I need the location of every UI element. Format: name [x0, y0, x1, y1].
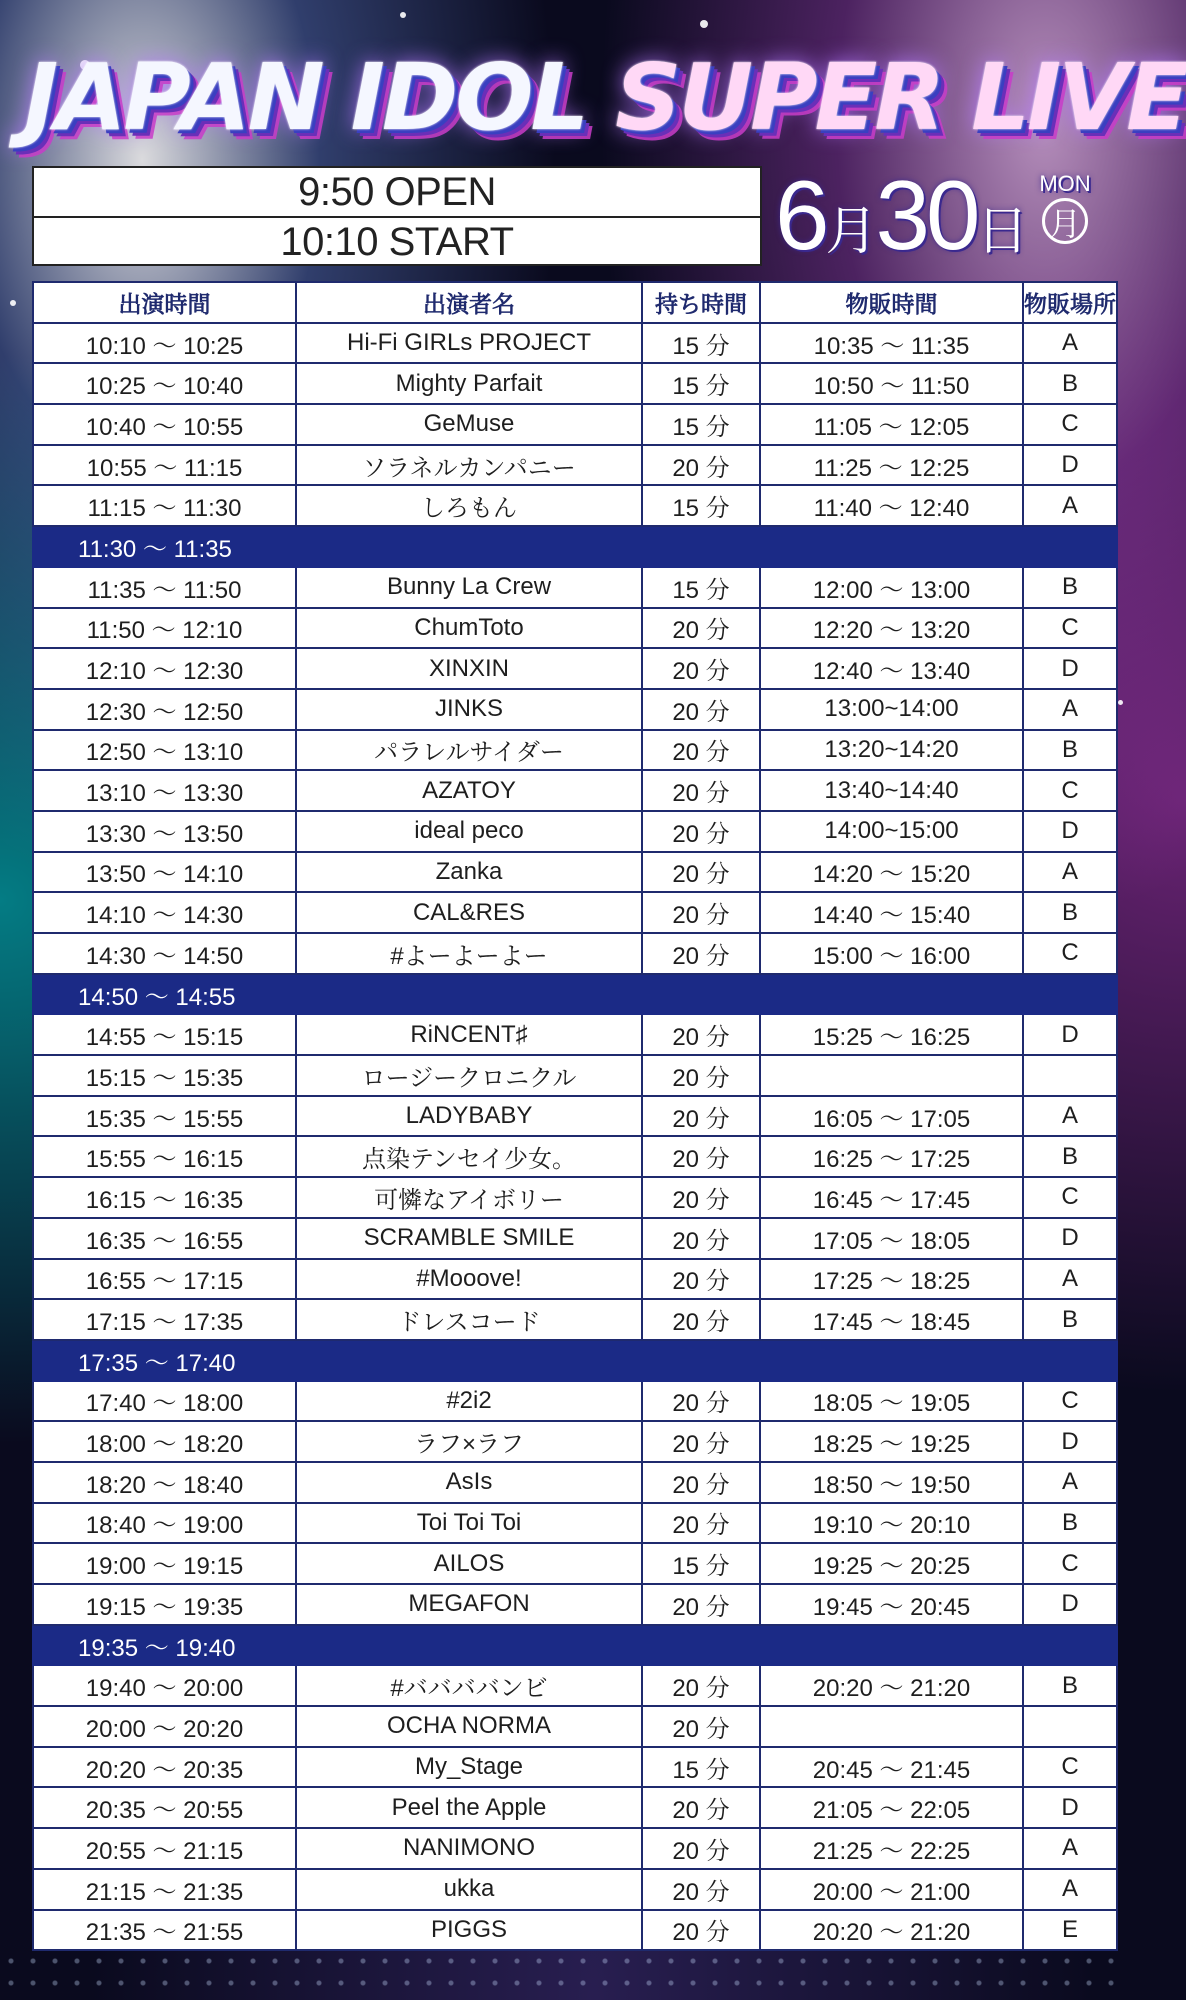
event-title-part2: SUPER LIVE: [615, 44, 1186, 151]
performance-time: 13:30 ～ 13:50: [33, 811, 296, 852]
merch-place: B: [1023, 1136, 1117, 1177]
merch-place: [1023, 1055, 1117, 1096]
merch-time: 11:25 ～ 12:25: [760, 445, 1023, 486]
date-day-unit: 日: [976, 203, 1027, 261]
merch-time: 14:40 ～ 15:40: [760, 892, 1023, 933]
merch-time: 16:45 ～ 17:45: [760, 1177, 1023, 1218]
merch-place: D: [1023, 1014, 1117, 1055]
performance-time: 15:55 ～ 16:15: [33, 1136, 296, 1177]
performance-time: 11:35 ～ 11:50: [33, 567, 296, 608]
performance-time: 13:50 ～ 14:10: [33, 852, 296, 893]
date-month: 6: [775, 160, 826, 270]
duration: 15 分: [642, 567, 760, 608]
merch-place: A: [1023, 852, 1117, 893]
performance-time: 10:25 ～ 10:40: [33, 363, 296, 404]
break-time: 14:50 ～ 14:55: [33, 974, 1117, 1015]
performer-name: #よーよーよー: [296, 933, 642, 974]
column-header: 出演時間: [33, 282, 296, 323]
performer-name: Zanka: [296, 852, 642, 893]
merch-place: [1023, 1706, 1117, 1747]
performance-time: 12:10 ～ 12:30: [33, 648, 296, 689]
merch-place: C: [1023, 1177, 1117, 1218]
performance-time: 16:15 ～ 16:35: [33, 1177, 296, 1218]
timetable-body: [33, 323, 1117, 1951]
merch-time: [760, 1055, 1023, 1096]
break-time: 19:35 ～ 19:40: [33, 1625, 1117, 1666]
merch-time: 19:45 ～ 20:45: [760, 1584, 1023, 1625]
table-row: [33, 1299, 1117, 1340]
table-row: [33, 1706, 1117, 1747]
sparkle-decoration: [10, 300, 16, 306]
performer-name: ChumToto: [296, 608, 642, 649]
performer-name: LADYBABY: [296, 1096, 642, 1137]
merch-time: 12:20 ～ 13:20: [760, 608, 1023, 649]
merch-time: 13:00~14:00: [760, 689, 1023, 730]
duration: 20 分: [642, 770, 760, 811]
duration: 15 分: [642, 323, 760, 364]
merch-place: D: [1023, 1421, 1117, 1462]
table-row: [33, 1665, 1117, 1706]
performer-name: AZATOY: [296, 770, 642, 811]
table-row: [33, 1584, 1117, 1625]
performance-time: 10:40 ～ 10:55: [33, 404, 296, 445]
open-time: 9:50 OPEN: [34, 168, 760, 218]
table-row: [33, 933, 1117, 974]
duration: 15 分: [642, 363, 760, 404]
duration: 20 分: [642, 811, 760, 852]
merch-time: 16:25 ～ 17:25: [760, 1136, 1023, 1177]
merch-time: 17:05 ～ 18:05: [760, 1218, 1023, 1259]
merch-place: B: [1023, 567, 1117, 608]
open-start-box: [32, 166, 762, 266]
performance-time: 18:20 ～ 18:40: [33, 1462, 296, 1503]
merch-time: 15:00 ～ 16:00: [760, 933, 1023, 974]
table-row: [33, 1910, 1117, 1951]
performer-name: My_Stage: [296, 1747, 642, 1788]
merch-time: 17:25 ～ 18:25: [760, 1259, 1023, 1300]
column-header: 出演者名: [296, 282, 642, 323]
duration: 20 分: [642, 1665, 760, 1706]
table-row: [33, 1096, 1117, 1137]
performance-time: 20:55 ～ 21:15: [33, 1828, 296, 1869]
performance-time: 18:40 ～ 19:00: [33, 1503, 296, 1544]
event-date: [775, 160, 1115, 275]
performance-time: 15:15 ～ 15:35: [33, 1055, 296, 1096]
performance-time: 20:20 ～ 20:35: [33, 1747, 296, 1788]
performer-name: 点染テンセイ少女。: [296, 1136, 642, 1177]
performer-name: GeMuse: [296, 404, 642, 445]
merch-time: 17:45 ～ 18:45: [760, 1299, 1023, 1340]
performer-name: ukka: [296, 1869, 642, 1910]
break-row: [33, 1625, 1117, 1666]
merch-place: D: [1023, 1787, 1117, 1828]
performance-time: 11:15 ～ 11:30: [33, 485, 296, 526]
merch-place: D: [1023, 811, 1117, 852]
performer-name: ドレスコード: [296, 1299, 642, 1340]
merch-time: 18:25 ～ 19:25: [760, 1421, 1023, 1462]
table-row: [33, 1136, 1117, 1177]
table-row: [33, 445, 1117, 486]
performance-time: 14:10 ～ 14:30: [33, 892, 296, 933]
merch-time: 20:45 ～ 21:45: [760, 1747, 1023, 1788]
table-row: [33, 1503, 1117, 1544]
merch-time: 14:00~15:00: [760, 811, 1023, 852]
merch-time: 15:25 ～ 16:25: [760, 1014, 1023, 1055]
performer-name: JINKS: [296, 689, 642, 730]
sparkle-decoration: [400, 12, 406, 18]
table-row: [33, 1055, 1117, 1096]
performer-name: RiNCENT♯: [296, 1014, 642, 1055]
merch-place: A: [1023, 323, 1117, 364]
table-row: [33, 485, 1117, 526]
duration: 15 分: [642, 1543, 760, 1584]
merch-place: B: [1023, 1665, 1117, 1706]
performance-time: 12:30 ～ 12:50: [33, 689, 296, 730]
performer-name: Toi Toi Toi: [296, 1503, 642, 1544]
merch-place: D: [1023, 445, 1117, 486]
table-row: [33, 1177, 1117, 1218]
performer-name: Peel the Apple: [296, 1787, 642, 1828]
column-header: 物販場所: [1023, 282, 1117, 323]
event-title: [24, 28, 1186, 168]
merch-time: 21:05 ～ 22:05: [760, 1787, 1023, 1828]
table-row: [33, 811, 1117, 852]
merch-place: A: [1023, 1869, 1117, 1910]
merch-time: 11:40 ～ 12:40: [760, 485, 1023, 526]
merch-time: 20:20 ～ 21:20: [760, 1910, 1023, 1951]
performance-time: 17:40 ～ 18:00: [33, 1381, 296, 1422]
merch-time: 12:00 ～ 13:00: [760, 567, 1023, 608]
table-row: [33, 1543, 1117, 1584]
merch-time: 10:50 ～ 11:50: [760, 363, 1023, 404]
performance-time: 10:55 ～ 11:15: [33, 445, 296, 486]
bottom-decoration: [0, 1950, 1125, 2000]
duration: 20 分: [642, 648, 760, 689]
performer-name: MEGAFON: [296, 1584, 642, 1625]
duration: 20 分: [642, 689, 760, 730]
merch-place: A: [1023, 1259, 1117, 1300]
merch-place: C: [1023, 770, 1117, 811]
table-row: [33, 689, 1117, 730]
duration: 20 分: [642, 730, 760, 771]
sparkle-decoration: [700, 20, 708, 28]
performance-time: 14:30 ～ 14:50: [33, 933, 296, 974]
performance-time: 17:15 ～ 17:35: [33, 1299, 296, 1340]
table-row: [33, 1869, 1117, 1910]
duration: 20 分: [642, 1503, 760, 1544]
performer-name: PIGGS: [296, 1910, 642, 1951]
merch-place: D: [1023, 1584, 1117, 1625]
break-time: 17:35 ～ 17:40: [33, 1340, 1117, 1381]
merch-place: B: [1023, 363, 1117, 404]
merch-place: A: [1023, 1462, 1117, 1503]
duration: 20 分: [642, 1218, 760, 1259]
performance-time: 16:55 ～ 17:15: [33, 1259, 296, 1300]
table-row: [33, 1014, 1117, 1055]
merch-place: C: [1023, 404, 1117, 445]
timetable: [32, 281, 1118, 1951]
performance-time: 19:00 ～ 19:15: [33, 1543, 296, 1584]
table-row: [33, 404, 1117, 445]
performer-name: パラレルサイダー: [296, 730, 642, 771]
event-title-part1: JAPAN IDOL: [24, 44, 616, 151]
performance-time: 19:15 ～ 19:35: [33, 1584, 296, 1625]
merch-time: 18:05 ～ 19:05: [760, 1381, 1023, 1422]
merch-time: 14:20 ～ 15:20: [760, 852, 1023, 893]
merch-place: B: [1023, 892, 1117, 933]
table-row: [33, 1259, 1117, 1300]
merch-place: C: [1023, 1381, 1117, 1422]
merch-place: D: [1023, 648, 1117, 689]
table-row: [33, 323, 1117, 364]
performer-name: NANIMONO: [296, 1828, 642, 1869]
performer-name: #2i2: [296, 1381, 642, 1422]
merch-place: A: [1023, 1828, 1117, 1869]
merch-place: C: [1023, 933, 1117, 974]
performance-time: 19:40 ～ 20:00: [33, 1665, 296, 1706]
break-row: [33, 974, 1117, 1015]
merch-place: A: [1023, 689, 1117, 730]
merch-place: D: [1023, 1218, 1117, 1259]
merch-time: 21:25 ～ 22:25: [760, 1828, 1023, 1869]
duration: 20 分: [642, 933, 760, 974]
merch-place: C: [1023, 1747, 1117, 1788]
table-row: [33, 892, 1117, 933]
performance-time: 20:35 ～ 20:55: [33, 1787, 296, 1828]
merch-place: B: [1023, 1503, 1117, 1544]
duration: 20 分: [642, 445, 760, 486]
duration: 20 分: [642, 1828, 760, 1869]
performance-time: 20:00 ～ 20:20: [33, 1706, 296, 1747]
duration: 20 分: [642, 1259, 760, 1300]
performer-name: Hi-Fi GIRLs PROJECT: [296, 323, 642, 364]
performer-name: AsIs: [296, 1462, 642, 1503]
performer-name: しろもん: [296, 485, 642, 526]
duration: 20 分: [642, 1421, 760, 1462]
merch-place: C: [1023, 1543, 1117, 1584]
performer-name: #Mooove!: [296, 1259, 642, 1300]
table-row: [33, 648, 1117, 689]
performer-name: OCHA NORMA: [296, 1706, 642, 1747]
performer-name: AILOS: [296, 1543, 642, 1584]
duration: 20 分: [642, 1177, 760, 1218]
duration: 20 分: [642, 1014, 760, 1055]
performance-time: 13:10 ～ 13:30: [33, 770, 296, 811]
performer-name: ideal peco: [296, 811, 642, 852]
performer-name: ソラネルカンパニー: [296, 445, 642, 486]
table-row: [33, 852, 1117, 893]
duration: 20 分: [642, 892, 760, 933]
break-time: 11:30 ～ 11:35: [33, 526, 1117, 567]
table-row: [33, 363, 1117, 404]
merch-place: B: [1023, 1299, 1117, 1340]
duration: 20 分: [642, 1055, 760, 1096]
performer-name: Mighty Parfait: [296, 363, 642, 404]
table-row: [33, 730, 1117, 771]
merch-time: 20:20 ～ 21:20: [760, 1665, 1023, 1706]
duration: 15 分: [642, 485, 760, 526]
duration: 15 分: [642, 1747, 760, 1788]
duration: 20 分: [642, 1462, 760, 1503]
duration: 20 分: [642, 1136, 760, 1177]
performer-name: Bunny La Crew: [296, 567, 642, 608]
performance-time: 11:50 ～ 12:10: [33, 608, 296, 649]
merch-time: 13:40~14:40: [760, 770, 1023, 811]
performer-name: ロージークロニクル: [296, 1055, 642, 1096]
column-header: 持ち時間: [642, 282, 760, 323]
performance-time: 10:10 ～ 10:25: [33, 323, 296, 364]
duration: 20 分: [642, 852, 760, 893]
performance-time: 12:50 ～ 13:10: [33, 730, 296, 771]
merch-place: E: [1023, 1910, 1117, 1951]
duration: 20 分: [642, 1910, 760, 1951]
table-row: [33, 1828, 1117, 1869]
day-of-week-en: MON: [1039, 171, 1091, 196]
duration: 20 分: [642, 1584, 760, 1625]
table-row: [33, 1421, 1117, 1462]
break-row: [33, 1340, 1117, 1381]
start-time: 10:10 START: [280, 220, 514, 264]
date-month-unit: 月: [825, 203, 876, 261]
performer-name: CAL&RES: [296, 892, 642, 933]
merch-place: C: [1023, 608, 1117, 649]
merch-time: 12:40 ～ 13:40: [760, 648, 1023, 689]
duration: 20 分: [642, 1706, 760, 1747]
merch-time: 18:50 ～ 19:50: [760, 1462, 1023, 1503]
performance-time: 16:35 ～ 16:55: [33, 1218, 296, 1259]
performer-name: XINXIN: [296, 648, 642, 689]
performance-time: 18:00 ～ 18:20: [33, 1421, 296, 1462]
table-row: [33, 1218, 1117, 1259]
table-row: [33, 770, 1117, 811]
duration: 20 分: [642, 1787, 760, 1828]
performer-name: ラフ×ラフ: [296, 1421, 642, 1462]
date-day: 30: [875, 160, 977, 270]
duration: 15 分: [642, 404, 760, 445]
column-header: 物販時間: [760, 282, 1023, 323]
performance-time: 14:55 ～ 15:15: [33, 1014, 296, 1055]
table-row: [33, 1462, 1117, 1503]
performance-time: 21:35 ～ 21:55: [33, 1910, 296, 1951]
merch-place: B: [1023, 730, 1117, 771]
table-row: [33, 608, 1117, 649]
table-row: [33, 1381, 1117, 1422]
merch-time: 20:00 ～ 21:00: [760, 1869, 1023, 1910]
duration: 20 分: [642, 1096, 760, 1137]
merch-time: 10:35 ～ 11:35: [760, 323, 1023, 364]
sparkle-decoration: [1118, 700, 1123, 705]
table-row: [33, 567, 1117, 608]
timetable-header: [33, 282, 1117, 323]
table-row: [33, 1747, 1117, 1788]
merch-time: 13:20~14:20: [760, 730, 1023, 771]
day-of-week: [1035, 172, 1095, 244]
duration: 20 分: [642, 1381, 760, 1422]
duration: 20 分: [642, 608, 760, 649]
performance-time: 21:15 ～ 21:35: [33, 1869, 296, 1910]
merch-place: A: [1023, 1096, 1117, 1137]
merch-time: 19:10 ～ 20:10: [760, 1503, 1023, 1544]
merch-time: [760, 1706, 1023, 1747]
merch-time: 11:05 ～ 12:05: [760, 404, 1023, 445]
performer-name: SCRAMBLE SMILE: [296, 1218, 642, 1259]
merch-place: A: [1023, 485, 1117, 526]
performance-time: 15:35 ～ 15:55: [33, 1096, 296, 1137]
performer-name: 可憐なアイボリー: [296, 1177, 642, 1218]
day-of-week-jp: 月: [1042, 198, 1088, 244]
break-row: [33, 526, 1117, 567]
duration: 20 分: [642, 1299, 760, 1340]
table-row: [33, 1787, 1117, 1828]
duration: 20 分: [642, 1869, 760, 1910]
merch-time: 16:05 ～ 17:05: [760, 1096, 1023, 1137]
performer-name: #ババババンビ: [296, 1665, 642, 1706]
merch-time: 19:25 ～ 20:25: [760, 1543, 1023, 1584]
